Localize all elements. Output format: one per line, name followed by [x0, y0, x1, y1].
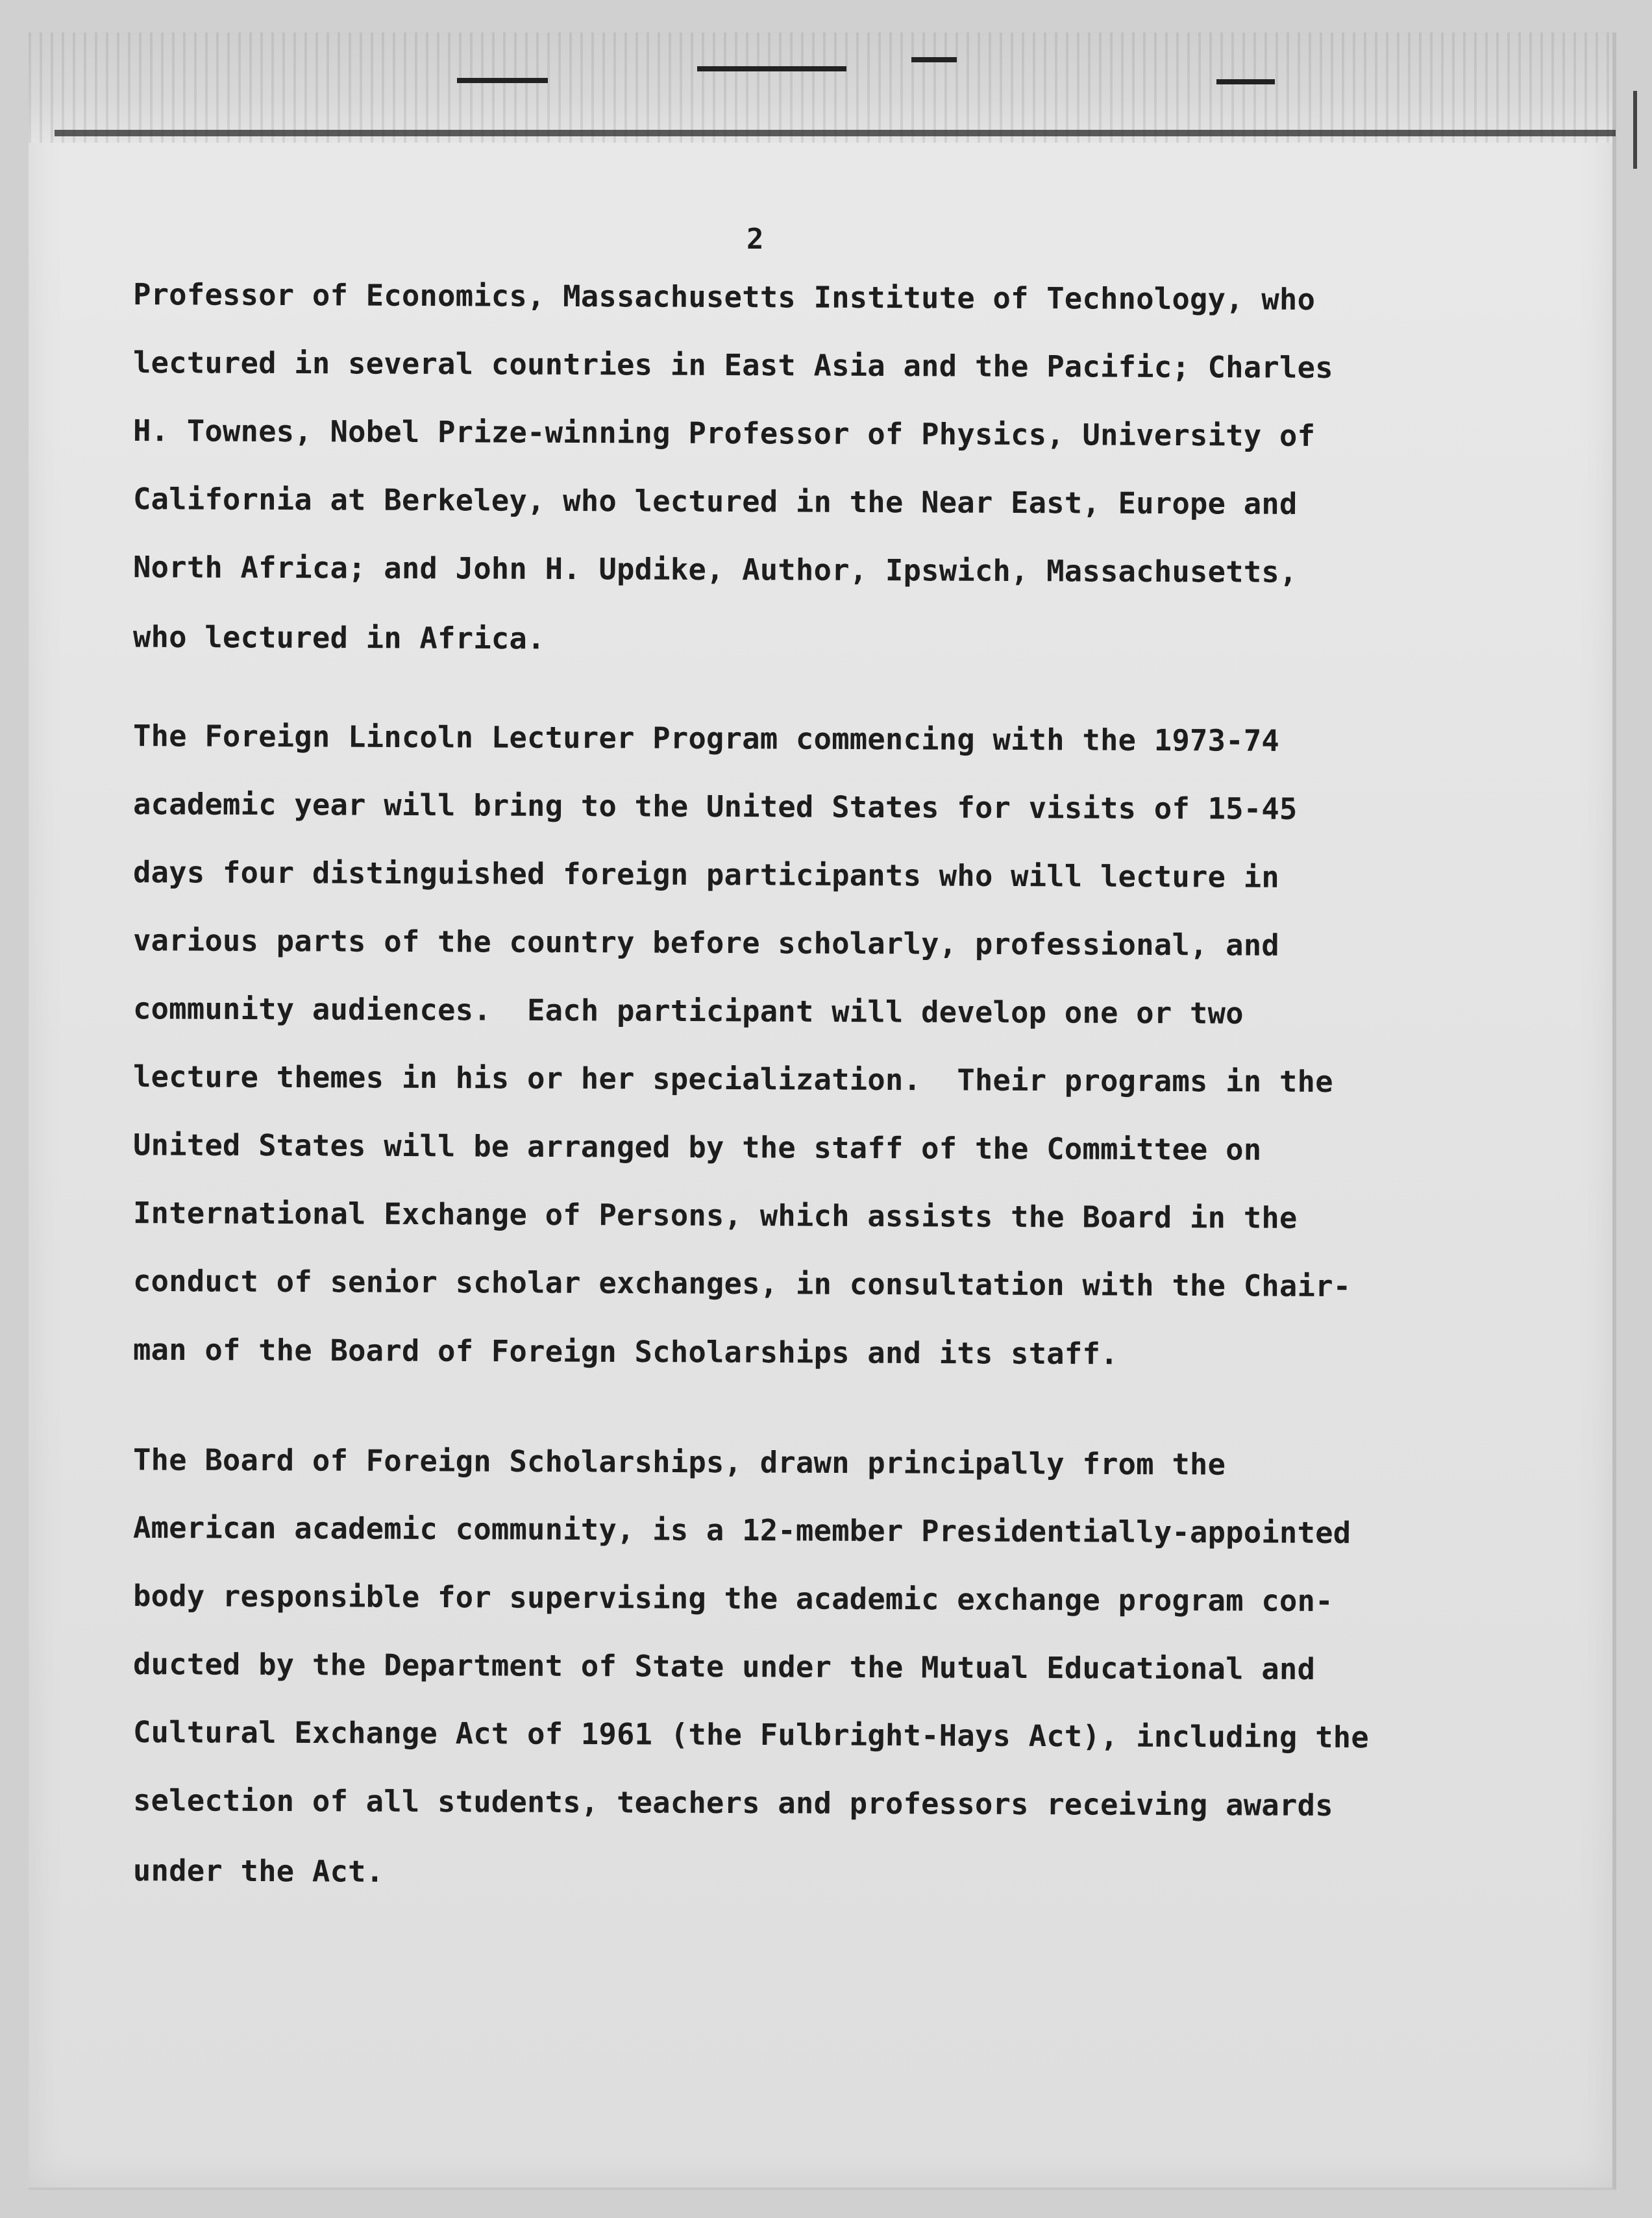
- text-line: lectured in several countries in East Asia and the Pacific; Charles: [132, 345, 1333, 386]
- top-mark: [911, 57, 957, 62]
- text-line: International Exchange of Persons, which assists the Board in the: [132, 1196, 1298, 1235]
- text-line: body responsible for supervising the academic exchange program con-: [132, 1578, 1333, 1619]
- text-line: various parts of the country before scholarly, professional, and: [132, 923, 1280, 963]
- text-line: conduct of senior scholar exchanges, in consultation with the Chair-: [132, 1263, 1351, 1304]
- text-line: Cultural Exchange Act of 1961 (the Fulbright-Hays Act), including the: [132, 1714, 1370, 1755]
- text-line: Professor of Economics, Massachusetts Institute of Technology, who: [132, 277, 1316, 317]
- text-line: American academic community, is a 12-member Presidentially-appointed: [132, 1510, 1351, 1551]
- text-line: under the Act.: [132, 1853, 384, 1889]
- page-number: 2: [746, 223, 764, 256]
- top-mark: [697, 66, 846, 71]
- text-line: community audiences. Each participant will develop one or two: [132, 991, 1244, 1031]
- text-line: academic year will bring to the United States for visits of 15-45: [132, 787, 1298, 826]
- text-line: days four distinguished foreign participants who will lecture in: [132, 855, 1280, 894]
- scan-top-edge: [29, 32, 1612, 143]
- text-line: The Board of Foreign Scholarships, drawn principally from the: [132, 1442, 1226, 1482]
- text-line: who lectured in Africa.: [132, 619, 545, 656]
- text-line: lecture themes in his or her specialization. Their programs in the: [132, 1059, 1333, 1100]
- text-line: North Africa; and John H. Updike, Author, Ipswich, Massachusetts,: [132, 550, 1298, 589]
- top-mark: [1216, 79, 1275, 84]
- right-margin-rule: [1633, 91, 1637, 169]
- text-line: ducted by the Department of State under the Mutual Educational and: [132, 1647, 1316, 1686]
- text-line: United States will be arranged by the staff of the Committee on: [132, 1127, 1262, 1167]
- text-line: California at Berkeley, who lectured in the Near East, Europe and: [132, 482, 1298, 521]
- text-line: man of the Board of Foreign Scholarships and its staff.: [132, 1332, 1118, 1372]
- top-horizontal-rule: [55, 130, 1616, 136]
- text-line: The Foreign Lincoln Lecturer Program commencing with the 1973-74: [132, 719, 1280, 758]
- text-line: H. Townes, Nobel Prize-winning Professor of Physics, University of: [132, 413, 1316, 453]
- text-line: selection of all students, teachers and professors receiving awards: [132, 1782, 1333, 1823]
- top-mark: [457, 78, 548, 83]
